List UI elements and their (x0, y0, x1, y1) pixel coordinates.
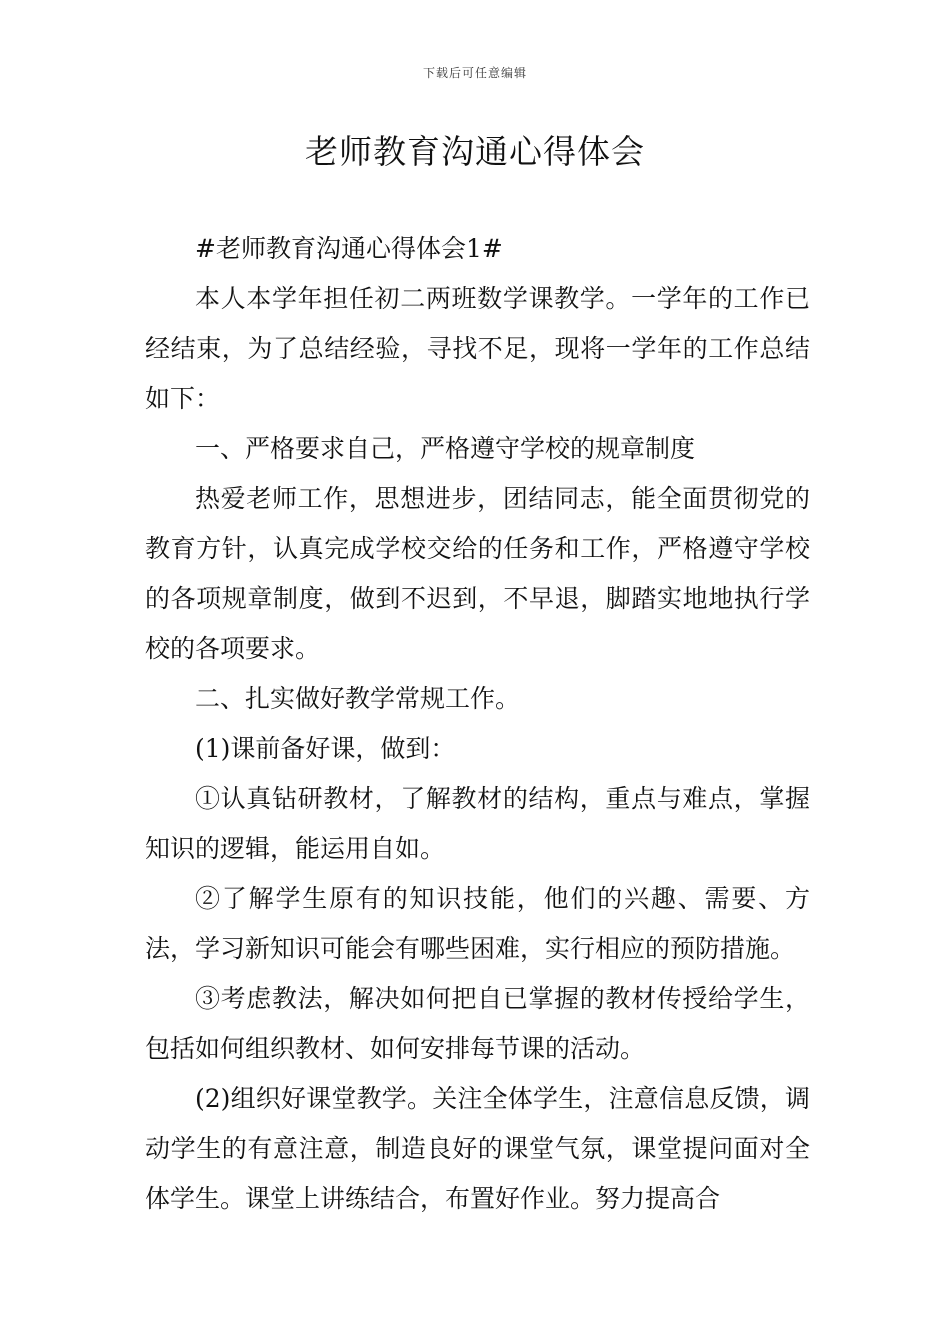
paragraph: 热爱老师工作，思想进步，团结同志，能全面贯彻党的教育方针，认真完成学校交给的任务和工作，严格遵守学校的各项规章制度，做到不迟到，不早退，脚踏实地地执行学校的各项要求。 (145, 484, 810, 663)
list-item: ①认真钻研教材，了解教材的结构，重点与难点，掌握知识的逻辑，能运用自如。 (145, 784, 810, 863)
paragraph: (2)组织好课堂教学。关注全体学生，注意信息反馈，调动学生的有意注意，制造良好的课堂气氛，课堂提问面对全体学生。课堂上讲练结合，布置好作业。努力提高合 (145, 1084, 810, 1213)
document-body (145, 224, 810, 1224)
list-item: ②了解学生原有的知识技能，他们的兴趣、需要、方法，学习新知识可能会有哪些困难，实行相应的预防措施。 (145, 884, 810, 963)
section-heading: 二、扎实做好教学常规工作。 (195, 684, 521, 713)
document-title: 老师教育沟通心得体会 (305, 132, 645, 171)
section-heading: 一、严格要求自己，严格遵守学校的规章制度 (195, 434, 696, 463)
paragraph: (1)课前备好课，做到： (195, 734, 456, 763)
list-item: ③考虑教法，解决如何把自已掌握的教材传授给学生，包括如何组织教材、如何安排每节课的活动。 (145, 984, 810, 1063)
page-header-note: 下载后可任意编辑 (422, 66, 527, 80)
section-heading: #老师教育沟通心得体会1# (195, 234, 503, 263)
paragraph: 本人本学年担任初二两班数学课教学。一学年的工作已经结束，为了总结经验，寻找不足，现将一学年的工作总结如下： (145, 284, 810, 413)
